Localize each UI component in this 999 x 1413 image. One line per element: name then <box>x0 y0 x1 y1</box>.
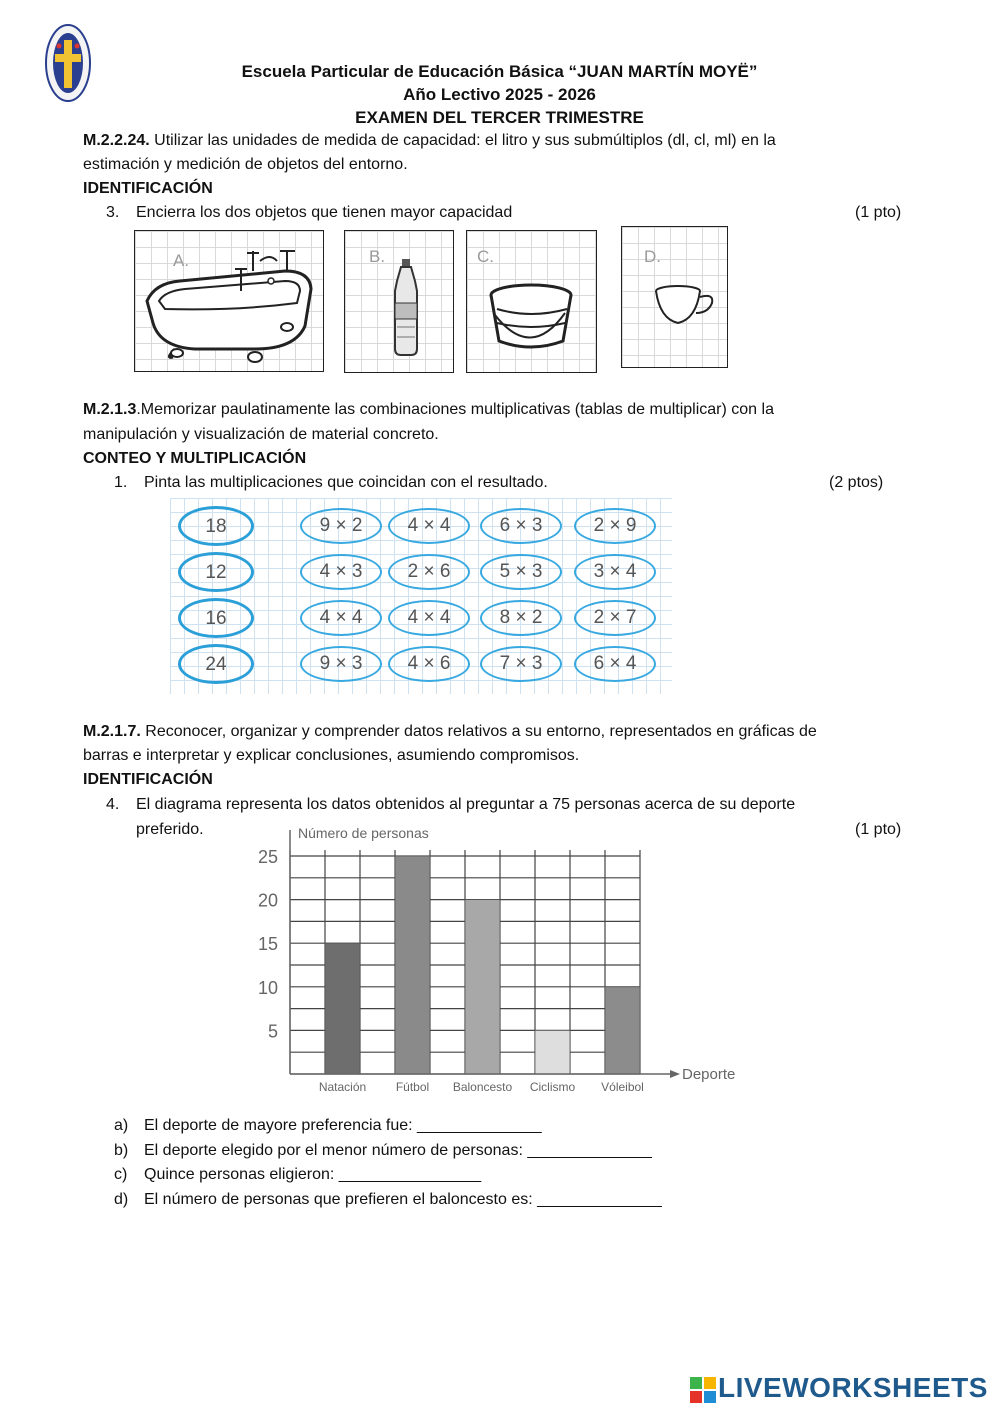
question-4-number: 4. <box>106 796 120 813</box>
objective-3-line-1 <box>83 720 817 744</box>
objective-3-code: M.2.1.7. <box>83 723 141 740</box>
objective-2-line-2: manipulación y visualización de material concreto. <box>83 426 439 443</box>
multiplication-option-0-2[interactable]: 6 × 3 <box>480 508 562 544</box>
y-tick-label-0: 5 <box>267 1021 278 1042</box>
sports-bar-chart <box>230 820 770 1100</box>
multiplication-option-0-0[interactable]: 9 × 2 <box>300 508 382 544</box>
liveworksheets-brand: LIVEWORKSHEETS <box>718 1372 988 1403</box>
question-4-points: (1 pto) <box>855 821 902 838</box>
question-1-points: (2 ptos) <box>829 474 884 491</box>
question-3-number: 3. <box>106 204 120 221</box>
option-b-label: B. <box>369 247 386 266</box>
option-d-label: D. <box>644 247 661 266</box>
liveworksheets-logo-icon <box>690 1377 716 1403</box>
option-a-bathtub[interactable] <box>134 230 324 372</box>
option-b-bottle[interactable] <box>344 230 454 373</box>
exam-title: EXAMEN DEL TERCER TRIMESTRE <box>355 108 644 127</box>
question-4-text-line-2: preferido. <box>136 821 204 838</box>
section-1-heading: IDENTIFICACIÓN <box>83 180 213 197</box>
x-tick-label-0: Natación <box>318 1080 367 1094</box>
objective-1-line-1 <box>83 129 776 153</box>
result-3: 24 <box>178 644 254 684</box>
question-1-number: 1. <box>114 474 128 491</box>
objective-1-text: Utilizar las unidades de medida de capacidad: el litro y sus submúltiplos (dl, cl, ml) en la <box>149 132 776 149</box>
item-c-text[interactable]: Quince personas eligieron: ________________ <box>144 1166 482 1183</box>
objective-2-text: .Memorizar paulatinamente las combinaciones multiplicativas (tablas de multiplicar) con la <box>136 401 774 418</box>
multiplication-option-2-3[interactable]: 2 × 7 <box>574 600 656 636</box>
multiplication-option-3-1[interactable]: 4 × 6 <box>388 646 470 682</box>
school-name: Escuela Particular de Educación Básica “JUAN MARTÍN MOYË” <box>241 62 758 81</box>
item-c-letter: c) <box>114 1166 128 1183</box>
y-tick-label-2: 15 <box>257 934 278 955</box>
x-axis-label: Deporte <box>682 1066 736 1083</box>
result-2: 16 <box>178 598 254 638</box>
result-0: 18 <box>178 506 254 546</box>
option-a-label: A. <box>173 251 190 270</box>
objective-1-code: M.2.2.24. <box>83 132 150 149</box>
bathtub-icon <box>135 231 325 373</box>
objective-2-line-1 <box>83 398 774 422</box>
multiplication-option-3-3[interactable]: 6 × 4 <box>574 646 656 682</box>
item-a-letter: a) <box>114 1117 129 1134</box>
multiplication-option-1-0[interactable]: 4 × 3 <box>300 554 382 590</box>
section-2-heading: CONTEO Y MULTIPLICACIÓN <box>83 450 307 467</box>
objective-2-code: M.2.1.3 <box>83 401 137 418</box>
multiplication-option-2-1[interactable]: 4 × 4 <box>388 600 470 636</box>
school-year: Año Lectivo 2025 - 2026 <box>403 85 596 104</box>
multiplication-option-3-0[interactable]: 9 × 3 <box>300 646 382 682</box>
bar-Baloncesto <box>465 900 500 1074</box>
x-tick-label-4: Vóleibol <box>601 1080 644 1094</box>
multiplication-grid <box>170 498 672 694</box>
option-d-cup[interactable] <box>621 226 728 368</box>
y-tick-label-1: 10 <box>257 977 278 998</box>
result-1: 12 <box>178 552 254 592</box>
item-a-text[interactable]: El deporte de mayore preferencia fue: ______________ <box>144 1117 542 1134</box>
cup-icon <box>622 227 729 369</box>
multiplication-option-2-2[interactable]: 8 × 2 <box>480 600 562 636</box>
multiplication-option-0-3[interactable]: 2 × 9 <box>574 508 656 544</box>
option-c-label: C. <box>477 247 494 266</box>
multiplication-option-1-1[interactable]: 2 × 6 <box>388 554 470 590</box>
objective-3-line-2: barras e interpretar y explicar conclusiones, asumiendo compromisos. <box>83 747 580 764</box>
question-4-text-line-1: El diagrama representa los datos obtenidos al preguntar a 75 personas acerca de su deporte <box>136 796 796 813</box>
y-axis-label: Número de personas <box>298 825 429 841</box>
item-d-text[interactable]: El número de personas que prefieren el baloncesto es: ______________ <box>144 1191 662 1208</box>
bar-Vóleibol <box>605 987 640 1074</box>
question-3-points: (1 pto) <box>855 204 902 221</box>
multiplication-option-3-2[interactable]: 7 × 3 <box>480 646 562 682</box>
x-tick-label-1: Fútbol <box>395 1080 430 1094</box>
liveworksheets-logo <box>690 1372 990 1408</box>
bar-Ciclismo <box>535 1030 570 1074</box>
x-tick-label-2: Baloncesto <box>452 1080 513 1094</box>
option-c-bucket[interactable] <box>466 230 597 373</box>
multiplication-option-1-3[interactable]: 3 × 4 <box>574 554 656 590</box>
item-b-letter: b) <box>114 1142 129 1159</box>
bottle-icon <box>345 231 455 374</box>
multiplication-option-1-2[interactable]: 5 × 3 <box>480 554 562 590</box>
item-b-text[interactable]: El deporte elegido por el menor número de personas: ______________ <box>144 1142 652 1159</box>
bar-Natación <box>325 943 360 1074</box>
item-d-letter: d) <box>114 1191 129 1208</box>
multiplication-option-2-0[interactable]: 4 × 4 <box>300 600 382 636</box>
y-tick-label-4: 25 <box>257 847 278 867</box>
question-3-text: Encierra los dos objetos que tienen mayor capacidad <box>136 204 513 221</box>
section-3-heading: IDENTIFICACIÓN <box>83 771 213 788</box>
x-tick-label-3: Ciclismo <box>529 1080 576 1094</box>
bar-Fútbol <box>395 856 430 1074</box>
y-tick-label-3: 20 <box>257 890 278 911</box>
objective-1-line-2: estimación y medición de objetos del entorno. <box>83 156 408 173</box>
question-1-text: Pinta las multiplicaciones que coincidan con el resultado. <box>144 474 548 491</box>
bucket-icon <box>467 231 598 374</box>
objective-3-text: Reconocer, organizar y comprender datos relativos a su entorno, representados en gráficas de <box>140 723 817 740</box>
multiplication-option-0-1[interactable]: 4 × 4 <box>388 508 470 544</box>
x-axis-arrow <box>670 1070 680 1078</box>
